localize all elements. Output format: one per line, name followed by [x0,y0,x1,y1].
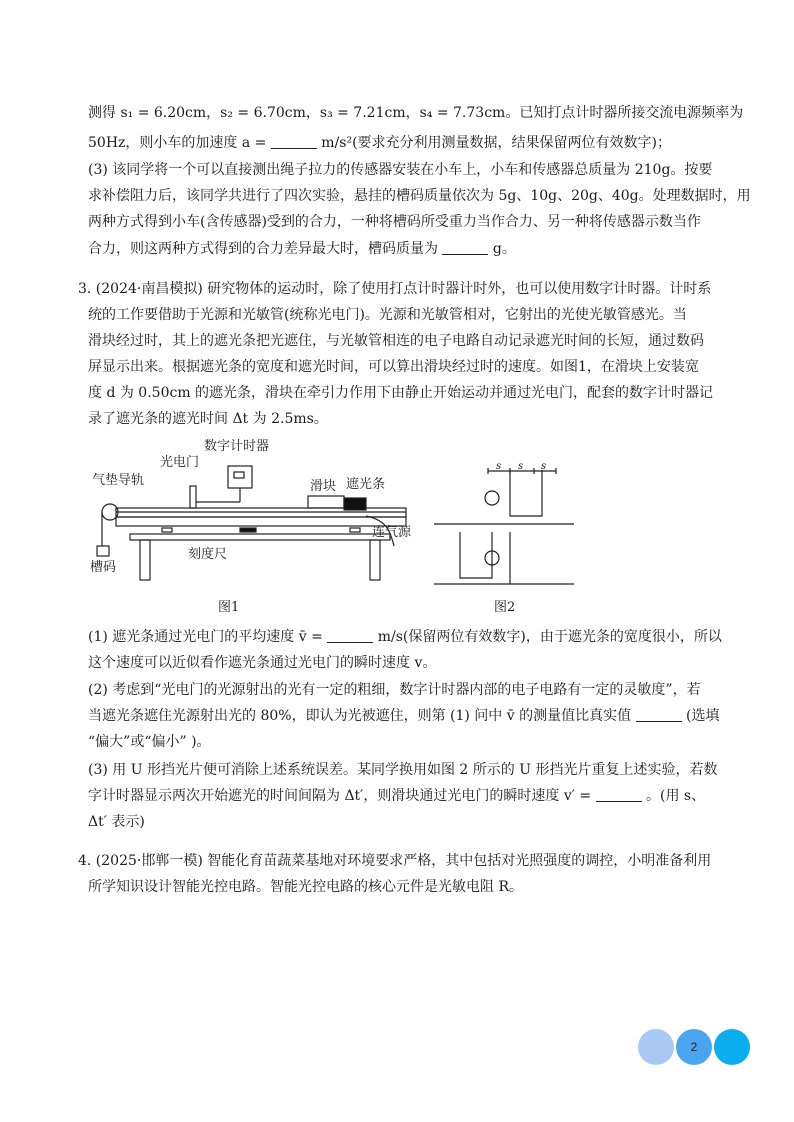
sub-question-line [88,628,722,646]
text-fragment: m/s²(要求充分利用测量数据，结果保留两位有效数字)； [321,135,672,151]
sub-question-line: (3) 用 U 形挡光片便可消除上述系统误差。某同学换用如图 2 所示的 U 形挡光片重复上述实验，若数 [88,762,718,778]
page-circle-decor [714,1029,750,1065]
text-fragment: m/s(保留两位有效数字)，由于遮光条的宽度很小，所以 [377,629,722,645]
track-label: 气垫导轨 [92,473,145,488]
sub-question-line [88,707,719,725]
answer-blank[interactable] [442,240,488,255]
sub-question-line: Δt′ 表示) [88,814,145,830]
text-fragment: (选填 [686,708,720,724]
text-fragment: 合力，则这两种方式得到的合力差异最大时，槽码质量为 [88,241,438,257]
text-line [88,240,516,258]
page-circle-decor [638,1029,674,1065]
gate-label: 光电门 [160,455,200,470]
slider-label: 滑块 [310,479,337,494]
text-fragment: g。 [492,241,516,257]
text-fragment: 当遮光条遮住光源射出光的 80%，即认为光被遮住，则第 (1) 问中 v̄ 的测量值比真实值 [88,708,632,724]
text-fragment: (1) 遮光条通过光电门的平均速度 v̄ = [88,629,323,645]
timer-label: 数字计时器 [204,439,270,454]
figure-2-caption: 图2 [494,600,516,615]
answer-blank[interactable] [327,628,373,643]
s-label: s [541,461,547,472]
sub-question-line: (2) 考虑到“光电门的光源射出的光有一定的粗细，数字计时器内部的电子电路有一定的灵敏度”，若 [88,682,701,698]
ruler-label: 刻度尺 [188,547,228,562]
s-label: s [496,461,502,472]
text-line: 求补偿阻力后，该同学共进行了四次实验，悬挂的槽码质量依次为 5g、10g、20g、40g。处理数据时，用 [88,188,751,204]
sub-question-line: 这个速度可以近似看作遮光条通过光电门的瞬时速度 v。 [88,655,437,671]
question-4-line: 所学知识设计智能光控电路。智能光控电路的核心元件是光敏电阻 R。 [88,879,523,895]
text-fragment: 字计时器显示两次开始遮光的时间间隔为 Δt′，则滑块通过光电门的瞬时速度 v′ = [88,788,592,804]
question-3-line: 统的工作要借助于光源和光敏管(统称光电门)。光源和光敏管相对，它射出的光使光敏管感光。当 [88,307,687,323]
text-line: 测得 s₁ = 6.20cm，s₂ = 6.70cm，s₃ = 7.21cm，s₄ = 7.73cm。已知打点计时器所接交流电源频率为 [88,105,744,121]
answer-blank[interactable] [596,787,642,802]
s-label: s [518,461,524,472]
page-number: 2 [676,1029,712,1065]
sub-question-line: “偏大”或“偏小” )。 [88,734,211,750]
figure-2-u-shaped-strip [430,460,580,590]
answer-blank[interactable] [271,134,317,149]
weight-label: 槽码 [90,560,117,575]
question-3-line: 3. (2024·南昌模拟) 研究物体的运动时，除了使用打点计时器计时外，也可以使用数字计时器。计时系 [78,281,712,297]
figure-1-caption: 图1 [218,600,240,615]
text-line: 两种方式得到小车(含传感器)受到的合力，一种将槽码所受重力当作合力、另一种将传感器示数当作 [88,214,701,230]
question-3-line: 录了遮光条的遮光时间 Δt 为 2.5ms。 [88,411,328,427]
question-3-line: 度 d 为 0.50cm 的遮光条，滑块在牵引力作用下由静止开始运动并通过光电门，配套的数字计时器记 [88,385,714,401]
strip-label: 遮光条 [346,477,386,492]
figure-1-air-track [90,436,430,586]
text-line: (3) 该同学将一个可以直接测出绳子拉力的传感器安装在小车上，小车和传感器总质量为 210g。按要 [88,162,713,178]
text-fragment: 50Hz，则小车的加速度 a = [88,135,267,151]
text-fragment: 。(用 s、 [646,788,706,804]
answer-blank[interactable] [636,707,682,722]
text-line [88,134,671,152]
question-4-line: 4. (2025·邯郸一模) 智能化育苗蔬菜基地对环境要求严格，其中包括对光照强度的调控，小明准备利用 [78,853,712,869]
question-3-line: 滑块经过时，其上的遮光条把光遮住，与光敏管相连的电子电路自动记录遮光时间的长短，通过数码 [88,333,704,349]
sub-question-line [88,787,705,805]
question-3-line: 屏显示出来。根据遮光条的宽度和遮光时间，可以算出滑块经过时的速度。如图1，在滑块上安装宽 [88,359,699,375]
air-source-label: 连气源 [372,525,412,540]
